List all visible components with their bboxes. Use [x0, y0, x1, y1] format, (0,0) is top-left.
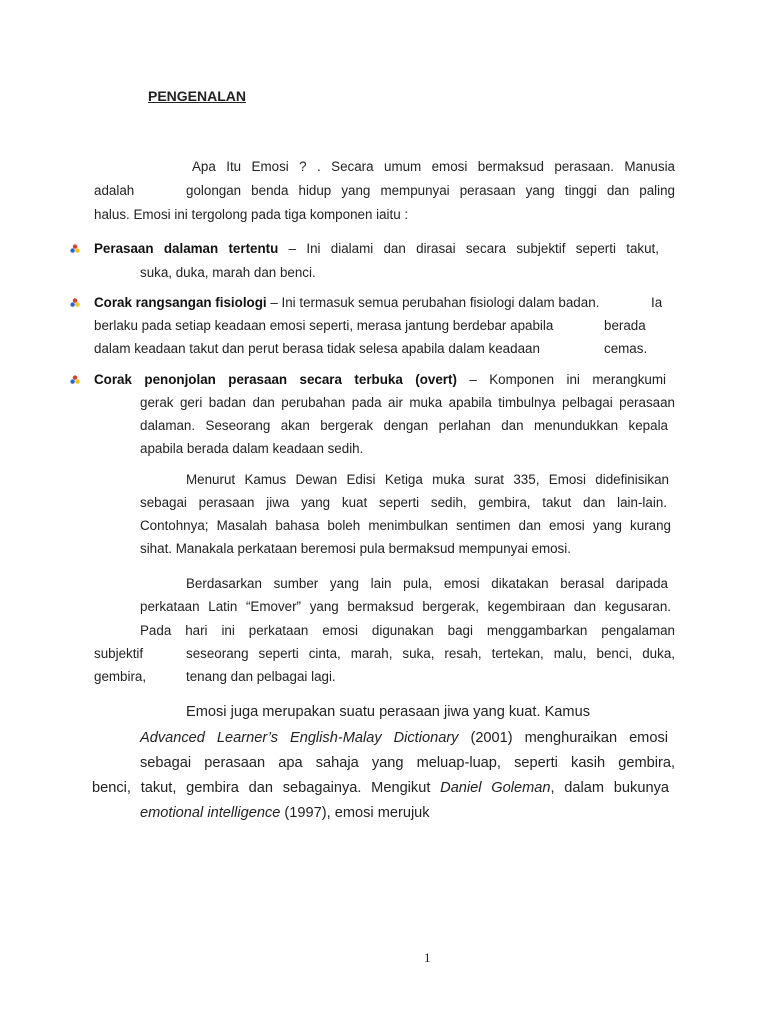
- bullet-3-line-3: dalaman. Seseorang akan bergerak dengan perlahan dan menundukkan kepala: [140, 418, 668, 433]
- bullet-2-line-1-tail: Ia: [651, 295, 663, 310]
- page-title: PENGENALAN: [148, 88, 247, 104]
- bullet-2-line-3-tail: cemas.: [604, 341, 648, 356]
- dictionary-title: Advanced Learner’s English-Malay Dictionary: [140, 730, 459, 746]
- author-name: Daniel Goleman: [440, 780, 551, 796]
- bullet-2-line-2-tail: berada: [604, 318, 646, 333]
- goleman-line-4: benci, takut, gembira dan sebagainya. Mengikut Daniel Goleman, dalam bukunya: [92, 780, 669, 796]
- bullet-1-line-2: suka, duka, marah dan benci.: [140, 265, 316, 280]
- intro-line-3: halus. Emosi ini tergolong pada tiga komponen iaitu :: [94, 207, 409, 222]
- latin-line-3: Pada hari ini perkataan emosi digunakan bagi menggambarkan pengalaman: [140, 623, 675, 638]
- bullet-3-term: Corak penonjolan perasaan secara terbuka (overt): [94, 372, 457, 387]
- goleman-line-1: Emosi juga merupakan suatu perasaan jiwa yang kuat. Kamus: [186, 704, 590, 720]
- goleman-line-3: sebagai perasaan apa sahaja yang meluap-luap, seperti kasih gembira,: [140, 755, 675, 771]
- kamus-line-3: Contohnya; Masalah bahasa boleh menimbulkan sentimen dan emosi yang kurang: [140, 518, 671, 533]
- bullet-3-line-2: gerak geri badan dan perubahan pada air muka apabila timbulnya pelbagai perasaan: [140, 395, 675, 410]
- latin-line-4: seseorang seperti cinta, marah, suka, resah, tertekan, malu, benci, duka,: [186, 646, 675, 661]
- flower-bullet-icon: [70, 244, 80, 254]
- bullet-2-line-2: berlaku pada setiap keadaan emosi seperti, merasa jantung berdebar apabila: [94, 318, 554, 333]
- bullet-1-term: Perasaan dalaman tertentu: [94, 241, 279, 256]
- latin-line-1: Berdasarkan sumber yang lain pula, emosi dikatakan berasal daripada: [186, 576, 668, 591]
- bullet-1-line-1: Perasaan dalaman tertentu – Ini dialami dan dirasai secara subjektif seperti takut,: [94, 241, 659, 256]
- bullet-2-line-3: dalam keadaan takut dan perut berasa tidak selesa apabila dalam keadaan: [94, 341, 540, 356]
- latin-line-4-start: subjektif: [94, 646, 144, 661]
- bullet-2-line-1: Corak rangsangan fisiologi – Ini termasuk semua perubahan fisiologi dalam badan.: [94, 295, 600, 310]
- bullet-2-term: Corak rangsangan fisiologi: [94, 295, 267, 310]
- page-number: 1: [424, 950, 431, 965]
- bullet-3-line-1: Corak penonjolan perasaan secara terbuka (overt) – Komponen ini merangkumi: [94, 372, 666, 387]
- intro-line-1: Apa Itu Emosi ? . Secara umum emosi bermaksud perasaan. Manusia: [192, 159, 675, 174]
- goleman-line-5: emotional intelligence (1997), emosi merujuk: [140, 805, 430, 821]
- kamus-line-2: sebagai perasaan jiwa yang kuat seperti sedih, gembira, takut dan lain-lain.: [140, 495, 667, 510]
- flower-bullet-icon: [70, 298, 80, 308]
- latin-line-2: perkataan Latin “Emover” yang bermaksud bergerak, kegembiraan dan kegusaran.: [140, 599, 671, 614]
- kamus-line-1: Menurut Kamus Dewan Edisi Ketiga muka surat 335, Emosi didefinisikan: [186, 472, 669, 487]
- flower-bullet-icon: [70, 375, 80, 385]
- intro-line-2: golongan benda hidup yang mempunyai perasaan yang tinggi dan paling: [186, 183, 675, 198]
- intro-line-2-start: adalah: [94, 183, 135, 198]
- kamus-line-4: sihat. Manakala perkataan beremosi pula bermaksud mempunyai emosi.: [140, 541, 571, 556]
- goleman-line-2: Advanced Learner’s English-Malay Dictionary (2001) menghuraikan emosi: [140, 730, 668, 746]
- book-title: emotional intelligence: [140, 805, 281, 821]
- latin-line-5-start: gembira,: [94, 669, 147, 684]
- latin-line-5: tenang dan pelbagai lagi.: [186, 669, 336, 684]
- bullet-3-line-4: apabila berada dalam keadaan sedih.: [140, 441, 364, 456]
